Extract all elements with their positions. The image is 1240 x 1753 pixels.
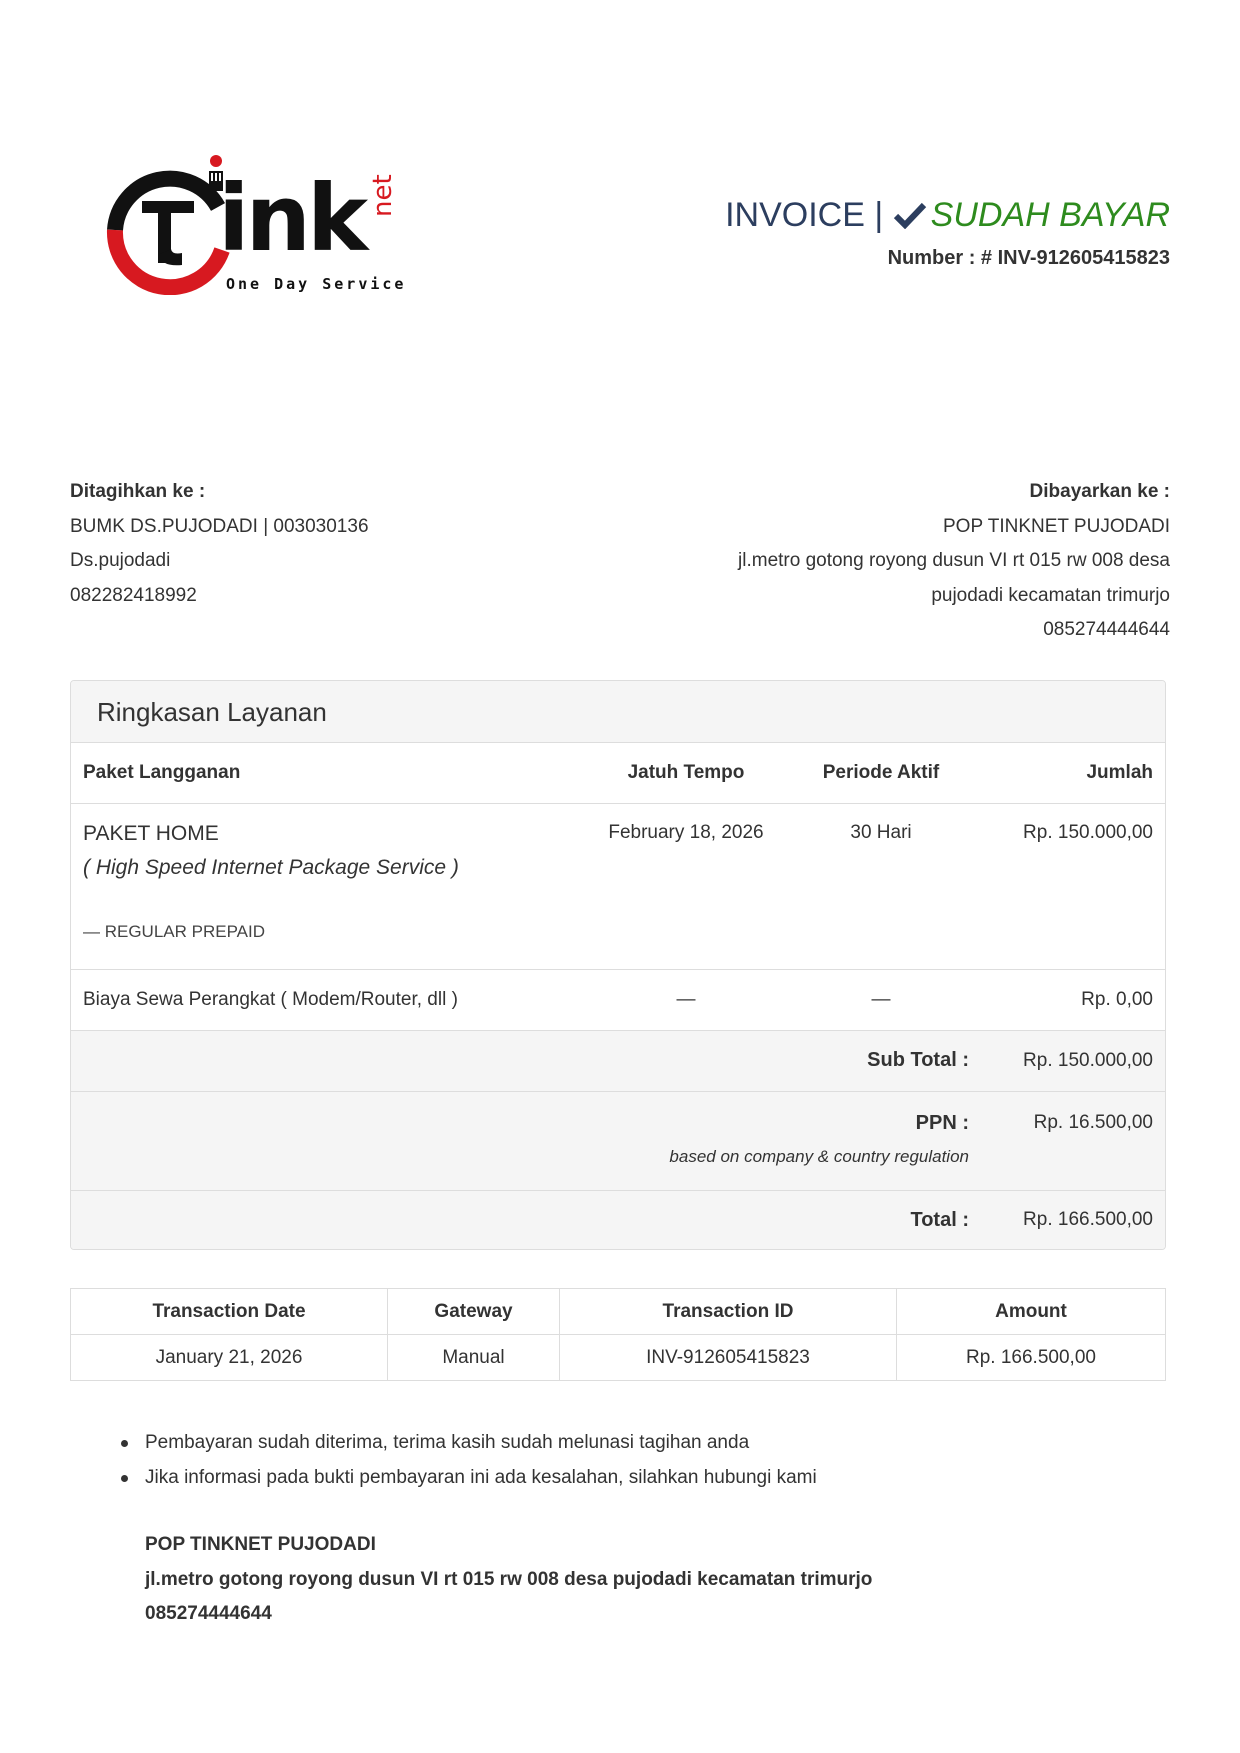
check-icon — [893, 201, 927, 229]
invoice-number: INV-912605415823 — [997, 247, 1170, 269]
logo-net-suffix: net — [368, 174, 398, 217]
device-rental-name: Biaya Sewa Perangkat ( Modem/Router, dll ) — [71, 969, 591, 1030]
ppn-row — [71, 1091, 1165, 1190]
column-header-transaction-id: Transaction ID — [560, 1289, 897, 1335]
logo-tagline: One Day Service — [226, 275, 407, 293]
package-cell — [71, 803, 591, 969]
package-amount: Rp. 150.000,00 — [981, 803, 1165, 969]
total-amount: Rp. 166.500,00 — [981, 1190, 1165, 1250]
transaction-amount: Rp. 166.500,00 — [897, 1335, 1166, 1381]
summary-header-row — [71, 743, 1165, 803]
transaction-id: INV-912605415823 — [560, 1335, 897, 1381]
ppn-label: PPN : — [915, 1111, 969, 1134]
contact-phone: 085274444644 — [145, 1603, 272, 1624]
device-rental-row — [71, 969, 1165, 1030]
subtotal-amount: Rp. 150.000,00 — [981, 1030, 1165, 1091]
billed-to-address: Ds.pujodadi — [70, 550, 171, 571]
list-item — [145, 1425, 872, 1460]
service-summary-table — [71, 743, 1165, 1250]
package-row — [71, 803, 1165, 969]
total-row — [71, 1190, 1165, 1250]
ppn-amount: Rp. 16.500,00 — [981, 1091, 1165, 1190]
ppn-label-cell — [71, 1091, 981, 1190]
service-summary-panel — [70, 680, 1166, 1250]
payment-status — [893, 196, 1170, 234]
column-header-transaction-date: Transaction Date — [71, 1289, 388, 1335]
company-logo — [100, 155, 410, 305]
invoice-title-line — [725, 195, 1170, 235]
notes-list — [145, 1425, 872, 1495]
billed-to-label: Ditagihkan ke : — [70, 481, 206, 502]
device-rental-due-date: — — [591, 969, 781, 1030]
bullet-icon — [121, 1475, 128, 1482]
notes-section — [145, 1425, 872, 1632]
column-header-package: Paket Langganan — [83, 761, 241, 783]
pay-to-label: Dibayarkan ke : — [1029, 481, 1170, 502]
column-header-gateway: Gateway — [388, 1289, 560, 1335]
package-name: PAKET HOME — [83, 821, 219, 845]
list-item — [145, 1460, 872, 1495]
pay-to-name: POP TINKNET PUJODADI — [943, 515, 1170, 537]
subtotal-row — [71, 1030, 1165, 1091]
contact-name: POP TINKNET PUJODADI — [145, 1534, 376, 1555]
invoice-header — [725, 195, 1170, 270]
package-period: 30 Hari — [781, 803, 981, 969]
total-label: Total : — [71, 1190, 981, 1250]
device-rental-period: — — [781, 969, 981, 1030]
invoice-title: INVOICE — [725, 196, 865, 234]
ppn-note: based on company & country regulation — [669, 1146, 969, 1166]
contact-block — [145, 1528, 872, 1632]
pay-to-address-line2: pujodadi kecamatan trimurjo — [931, 584, 1170, 606]
column-header-due-date: Jatuh Tempo — [627, 761, 745, 783]
device-rental-amount: Rp. 0,00 — [981, 969, 1165, 1030]
billed-to-name: BUMK DS.PUJODADI | 003030136 — [70, 515, 369, 537]
bullet-icon — [121, 1440, 128, 1447]
invoice-number-line — [725, 247, 1170, 270]
pay-to-address-line1: jl.metro gotong royong dusun VI rt 015 rw 008 desa — [738, 550, 1170, 571]
pay-to-block — [610, 475, 1170, 648]
subtotal-label: Sub Total : — [71, 1030, 981, 1091]
note-text: Jika informasi pada bukti pembayaran ini ada kesalahan, silahkan hubungi kami — [145, 1467, 817, 1488]
service-summary-heading: Ringkasan Layanan — [71, 681, 1165, 743]
transaction-header-row — [71, 1289, 1166, 1335]
invoice-title-separator: | — [874, 196, 884, 234]
billed-to-block — [70, 475, 369, 613]
column-header-period: Periode Aktif — [822, 761, 940, 783]
package-description: ( High Speed Internet Package Service ) — [83, 855, 459, 879]
column-header-amount: Jumlah — [1086, 761, 1153, 783]
transaction-gateway: Manual — [388, 1335, 560, 1381]
logo-wordmark: ink — [218, 165, 365, 272]
billed-to-phone: 082282418992 — [70, 584, 197, 606]
payment-status-label: SUDAH BAYAR — [930, 196, 1170, 234]
transaction-date: January 21, 2026 — [71, 1335, 388, 1381]
pay-to-phone: 085274444644 — [1043, 619, 1170, 640]
package-type: — REGULAR PREPAID — [83, 921, 266, 941]
table-row — [71, 1335, 1166, 1381]
transaction-table — [70, 1288, 1166, 1381]
invoice-number-label: Number : # — [887, 247, 993, 269]
note-text: Pembayaran sudah diterima, terima kasih sudah melunasi tagihan anda — [145, 1432, 750, 1453]
contact-address: jl.metro gotong royong dusun VI rt 015 rw 008 desa pujodadi kecamatan trimurjo — [145, 1568, 873, 1590]
package-due-date: February 18, 2026 — [591, 803, 781, 969]
column-header-transaction-amount: Amount — [897, 1289, 1166, 1335]
